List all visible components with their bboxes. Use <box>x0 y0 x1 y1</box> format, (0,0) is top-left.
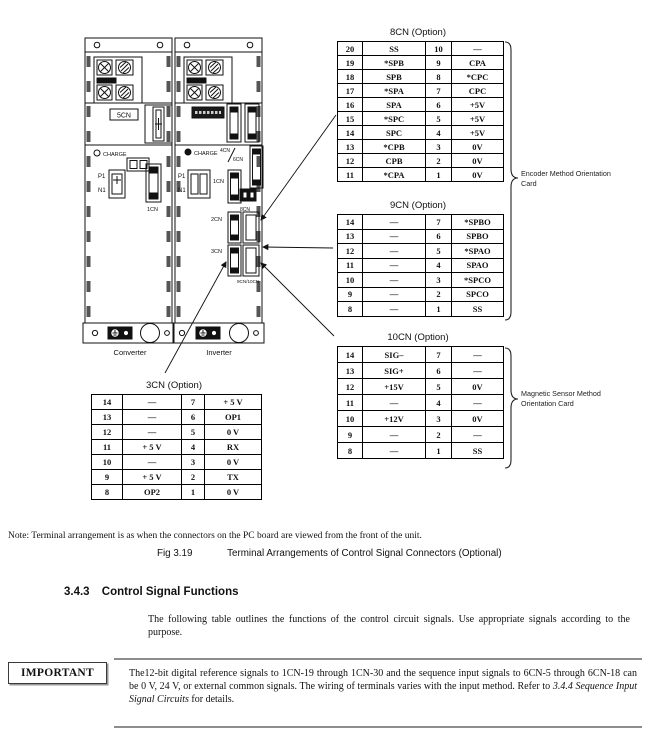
table-cell: 9 <box>92 470 123 485</box>
table-cell: — <box>363 229 426 244</box>
table-cell: +5V <box>452 98 504 112</box>
table-10cn-title: 10CN (Option) <box>387 332 449 343</box>
table-10cn <box>337 332 499 459</box>
label-p1-inverter: P1 <box>178 174 186 180</box>
table-cell: 18 <box>338 70 363 84</box>
table-cell: 5 <box>426 244 452 259</box>
important-rule-bottom <box>114 726 642 728</box>
callout-encoder-card <box>521 169 611 188</box>
label-2cn: 2CN <box>211 217 223 223</box>
converter-caption: Converter <box>113 348 147 357</box>
table-cell: 13 <box>338 229 363 244</box>
table-row <box>338 56 504 70</box>
table-cell: +5V <box>452 112 504 126</box>
table-cell: 14 <box>92 395 123 410</box>
arrow-9cn-table-to-connector <box>263 247 333 248</box>
table-cell: 1 <box>426 168 452 182</box>
table-3cn <box>91 380 257 500</box>
table-cell: 2 <box>426 287 452 302</box>
table-cell: *CPC <box>452 70 504 84</box>
table-cell: 10 <box>92 455 123 470</box>
table-cell: 8 <box>338 302 363 317</box>
table-row <box>92 485 262 500</box>
table-row <box>338 168 504 182</box>
callout-magnetic-line2: Orientation Card <box>521 398 574 408</box>
table-cell: CPB <box>363 154 426 168</box>
table-cell: — <box>363 244 426 259</box>
table-row <box>338 98 504 112</box>
table-cell: — <box>363 287 426 302</box>
table-row <box>92 410 262 425</box>
label-3cn: 3CN <box>211 249 223 255</box>
table-cell: 6 <box>426 98 452 112</box>
table-cell: *SPBO <box>452 215 504 230</box>
table-cell: 2 <box>426 427 452 443</box>
label-charge-converter: CHARGE <box>103 152 127 158</box>
section-title: Control Signal Functions <box>101 586 239 598</box>
table-cell: *SPB <box>363 56 426 70</box>
table-cell: SPAO <box>452 258 504 273</box>
table-cell: 11 <box>338 168 363 182</box>
table-cell: 0 V <box>205 485 262 500</box>
table-cell: — <box>363 427 426 443</box>
label-5cn: 5CN <box>116 112 132 120</box>
table-row <box>338 427 504 443</box>
table-row <box>338 273 504 288</box>
table-cell: OP1 <box>205 410 262 425</box>
section-heading <box>64 586 239 598</box>
table-row <box>338 379 504 395</box>
table-row <box>338 84 504 98</box>
table-row <box>92 425 262 440</box>
important-text-reference: 3.4.4 Sequence Input Signal Circuits <box>129 681 637 705</box>
table-cell: 2 <box>426 154 452 168</box>
table-row <box>338 411 504 427</box>
table-8cn-title: 8CN (Option) <box>390 27 446 38</box>
magnetic-card-brace <box>505 348 518 468</box>
table-cell: 17 <box>338 84 363 98</box>
table-cell: *SPCO <box>452 273 504 288</box>
table-cell: 8 <box>338 443 363 459</box>
table-cell: 9 <box>338 287 363 302</box>
table-cell: 4 <box>182 440 205 455</box>
table-row <box>92 440 262 455</box>
table-9cn-grid <box>337 214 504 317</box>
table-cell: OP2 <box>123 485 182 500</box>
table-cell: — <box>452 395 504 411</box>
table-row <box>338 443 504 459</box>
table-cell: 12 <box>338 379 363 395</box>
label-n1-inverter: N1 <box>178 188 186 194</box>
table-cell: SPC <box>363 126 426 140</box>
table-cell: 1 <box>426 302 452 317</box>
important-text <box>129 667 637 706</box>
figure-caption-row <box>157 548 502 559</box>
table-9cn-title: 9CN (Option) <box>390 200 446 211</box>
table-cell: — <box>452 42 504 56</box>
arrow-10cn-table-to-connector <box>261 263 334 336</box>
table-cell: 8 <box>92 485 123 500</box>
label-1cn-converter: 1CN <box>147 207 159 213</box>
table-cell: + 5 V <box>123 470 182 485</box>
table-cell: *CPB <box>363 140 426 154</box>
table-cell: 3 <box>426 273 452 288</box>
callout-magnetic-card <box>521 389 601 408</box>
table-cell: 4 <box>426 395 452 411</box>
converter-unit <box>83 38 174 357</box>
label-4cn: 4CN <box>220 148 231 154</box>
table-cell: 2 <box>182 470 205 485</box>
table-cell: 12 <box>338 244 363 259</box>
table-cell: 15 <box>338 112 363 126</box>
label-1cn-inverter: 1CN <box>213 179 225 185</box>
table-cell: 16 <box>338 98 363 112</box>
table-cell: SPB <box>363 70 426 84</box>
table-cell: 14 <box>338 126 363 140</box>
table-row <box>338 363 504 379</box>
table-row <box>338 70 504 84</box>
table-cell: 14 <box>338 347 363 363</box>
callout-encoder-line2: Card <box>521 178 537 188</box>
table-cell: 10 <box>338 273 363 288</box>
table-cell: SS <box>363 42 426 56</box>
label-charge-inverter: CHARGE <box>194 151 218 157</box>
table-cell: 13 <box>338 140 363 154</box>
table-row <box>92 395 262 410</box>
table-8cn <box>337 27 499 182</box>
table-cell: CPA <box>452 56 504 70</box>
table-row <box>338 302 504 317</box>
figure-number: Fig 3.19 <box>157 548 193 559</box>
table-cell: +12V <box>363 411 426 427</box>
table-cell: 19 <box>338 56 363 70</box>
table-cell: — <box>363 215 426 230</box>
table-cell: 7 <box>426 347 452 363</box>
table-cell: — <box>363 258 426 273</box>
table-cell: — <box>363 302 426 317</box>
table-cell: *SPAO <box>452 244 504 259</box>
table-row <box>338 229 504 244</box>
important-label: IMPORTANT <box>21 667 94 679</box>
label-n1-converter: N1 <box>98 188 106 194</box>
table-cell: + 5 V <box>123 440 182 455</box>
table-cell: *SPC <box>363 112 426 126</box>
table-row <box>338 154 504 168</box>
encoder-card-brace <box>505 42 518 320</box>
table-9cn <box>337 200 499 317</box>
figure-note: Note: Terminal arrangement is as when the connectors on the PC board are viewed from the front of the unit. <box>8 531 422 541</box>
table-cell: — <box>123 425 182 440</box>
table-cell: 1 <box>182 485 205 500</box>
table-row <box>338 126 504 140</box>
callout-magnetic-line1: Magnetic Sensor Method <box>521 389 601 398</box>
table-cell: RX <box>205 440 262 455</box>
table-row <box>92 455 262 470</box>
table-10cn-grid <box>337 346 504 459</box>
table-row <box>338 112 504 126</box>
table-row <box>338 215 504 230</box>
table-cell: 10 <box>338 411 363 427</box>
important-text-before: The12-bit digital reference signals to 1CN-19 through 1CN-30 and the sequence input signals to 6CN-5 through 6CN-18 can be 0 V, 24 V, or external common signals. The wiring of terminals varies with the input method. Refer to <box>129 668 637 692</box>
table-cell: 5 <box>426 112 452 126</box>
table-cell: — <box>452 427 504 443</box>
table-cell: 11 <box>338 395 363 411</box>
table-cell: 0V <box>452 168 504 182</box>
table-cell: 8 <box>426 70 452 84</box>
table-cell: TX <box>205 470 262 485</box>
label-8cn: 8CN <box>240 207 251 213</box>
important-rule-top <box>114 658 642 660</box>
table-cell: *SPA <box>363 84 426 98</box>
table-cell: 0V <box>452 411 504 427</box>
table-cell: — <box>123 410 182 425</box>
table-cell: 7 <box>426 84 452 98</box>
table-cell: SPCO <box>452 287 504 302</box>
table-cell: — <box>363 273 426 288</box>
table-cell: 4 <box>426 258 452 273</box>
table-row <box>338 287 504 302</box>
table-cell: SPBO <box>452 229 504 244</box>
important-text-after: for details. <box>188 694 235 705</box>
table-cell: 12 <box>338 154 363 168</box>
table-cell: 13 <box>92 410 123 425</box>
table-8cn-grid <box>337 41 504 182</box>
table-cell: 6 <box>182 410 205 425</box>
table-cell: 0 V <box>205 455 262 470</box>
table-row <box>92 470 262 485</box>
arrow-8cn-table-to-connector <box>261 115 336 220</box>
table-row <box>338 258 504 273</box>
table-cell: 11 <box>92 440 123 455</box>
table-cell: 0 V <box>205 425 262 440</box>
table-cell: CPC <box>452 84 504 98</box>
section-body: The following table outlines the functions of the control circuit signals. Use appropriate signals according to the purpose. <box>148 614 630 638</box>
table-cell: 9 <box>426 56 452 70</box>
figure-caption: Terminal Arrangements of Control Signal Connectors (Optional) <box>227 548 502 559</box>
table-cell: 3 <box>182 455 205 470</box>
table-cell: 10 <box>426 42 452 56</box>
table-cell: SIG– <box>363 347 426 363</box>
table-cell: SPA <box>363 98 426 112</box>
table-cell: — <box>123 455 182 470</box>
table-cell: 6 <box>426 229 452 244</box>
table-row <box>338 42 504 56</box>
table-cell: 13 <box>338 363 363 379</box>
table-cell: 20 <box>338 42 363 56</box>
table-cell: 3 <box>426 140 452 154</box>
label-6cn: 6CN <box>233 157 244 163</box>
table-cell: 11 <box>338 258 363 273</box>
table-cell: 1 <box>426 443 452 459</box>
table-cell: 4 <box>426 126 452 140</box>
table-cell: 0V <box>452 379 504 395</box>
section-number: 3.4.3 <box>64 586 90 598</box>
inverter-unit <box>173 38 264 357</box>
table-cell: 14 <box>338 215 363 230</box>
table-cell: SS <box>452 302 504 317</box>
table-cell: 9 <box>338 427 363 443</box>
table-row <box>338 244 504 259</box>
table-cell: 6 <box>426 363 452 379</box>
table-cell: 3 <box>426 411 452 427</box>
table-cell: — <box>452 363 504 379</box>
table-cell: 0V <box>452 140 504 154</box>
table-cell: *CPA <box>363 168 426 182</box>
table-cell: — <box>363 443 426 459</box>
table-cell: + 5 V <box>205 395 262 410</box>
table-cell: 5 <box>182 425 205 440</box>
callout-encoder-line1: Encoder Method Orientation <box>521 169 611 178</box>
table-cell: SS <box>452 443 504 459</box>
label-p1-converter: P1 <box>98 174 106 180</box>
table-cell: — <box>123 395 182 410</box>
table-row <box>338 140 504 154</box>
table-row <box>338 347 504 363</box>
table-3cn-title: 3CN (Option) <box>146 380 202 391</box>
table-cell: 7 <box>426 215 452 230</box>
table-cell: +5V <box>452 126 504 140</box>
table-cell: SIG+ <box>363 363 426 379</box>
inverter-caption: Inverter <box>206 348 232 357</box>
table-cell: 5 <box>426 379 452 395</box>
table-cell: +15V <box>363 379 426 395</box>
table-3cn-grid <box>91 394 262 500</box>
important-label-box <box>8 662 107 684</box>
table-cell: 12 <box>92 425 123 440</box>
table-cell: 0V <box>452 154 504 168</box>
table-cell: 7 <box>182 395 205 410</box>
table-cell: — <box>363 395 426 411</box>
label-9cn-10cn: 9CN/10CN <box>237 279 260 284</box>
table-row <box>338 395 504 411</box>
table-cell: — <box>452 347 504 363</box>
